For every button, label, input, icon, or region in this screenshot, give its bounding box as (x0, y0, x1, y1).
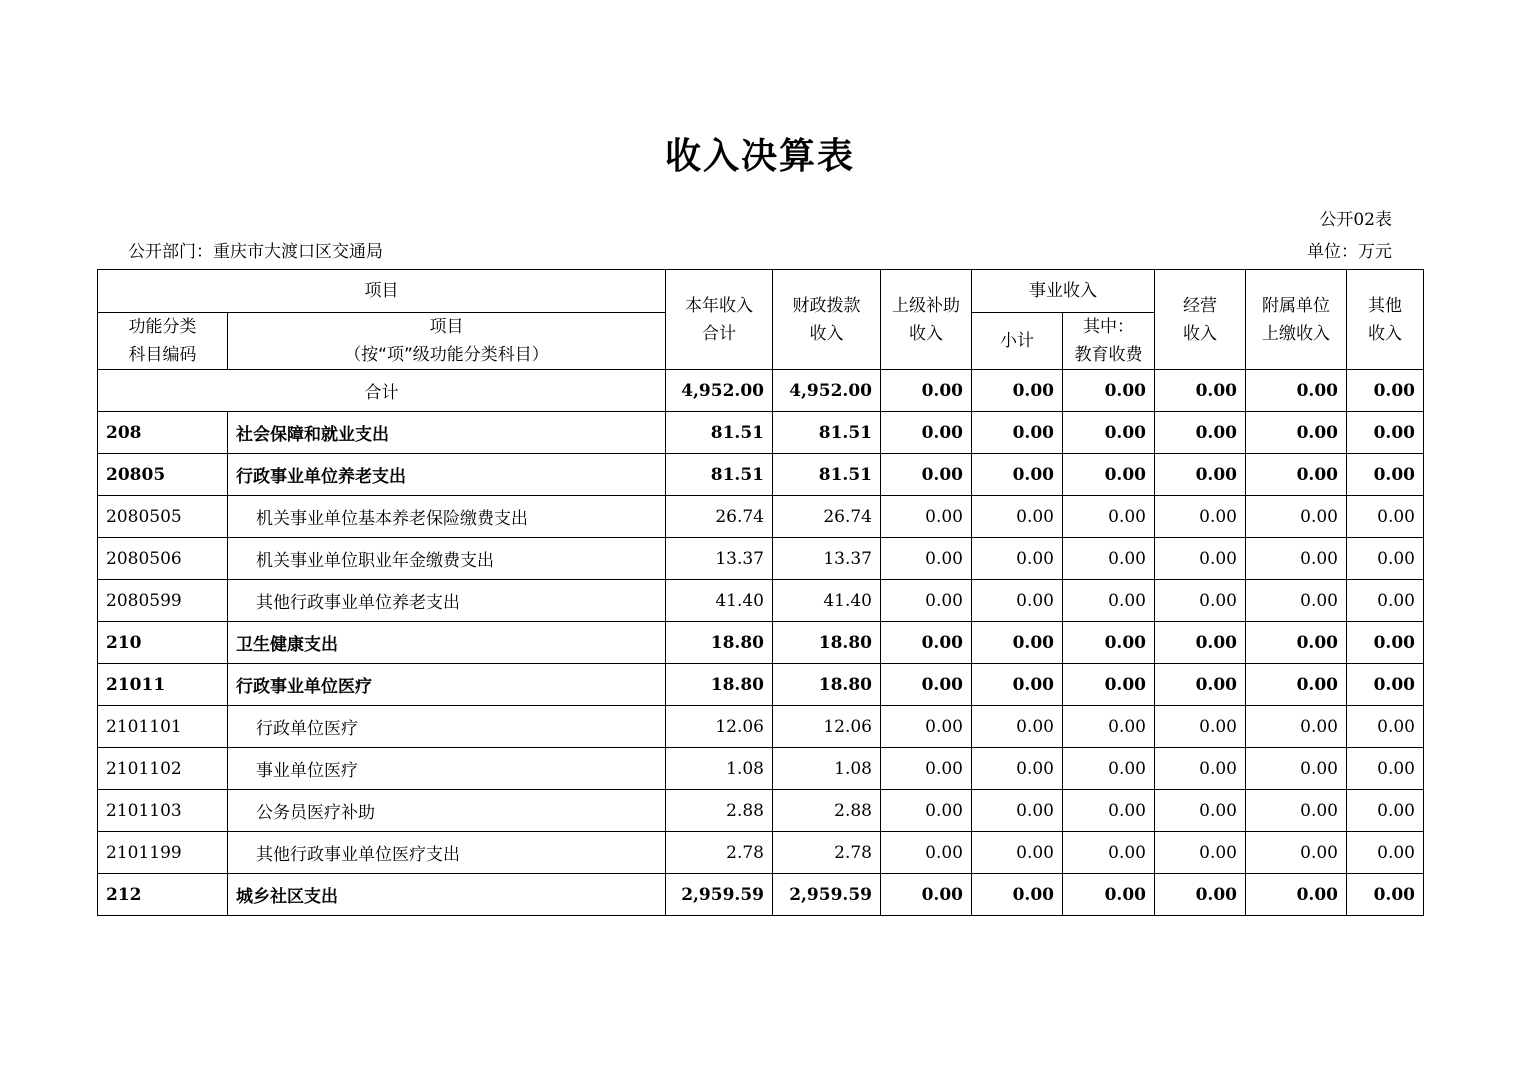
cell-value: 0.00 (972, 664, 1063, 706)
cell-name (228, 748, 666, 790)
cell-code: 2101101 (98, 706, 228, 748)
unit-label: 单位：万元 (1307, 242, 1392, 262)
cell-code: 21011 (98, 664, 228, 706)
table-number: 公开02表 (1319, 210, 1392, 230)
cell-value: 0.00 (1246, 706, 1347, 748)
cell-name-text: 城乡社区支出 (236, 887, 338, 907)
cell-value: 0.00 (1063, 622, 1155, 664)
cell-code: 210 (98, 622, 228, 664)
cell-value: 0.00 (972, 832, 1063, 874)
cell-value: 0.00 (881, 790, 972, 832)
cell-code: 2101102 (98, 748, 228, 790)
cell-name (228, 706, 666, 748)
cell-value: 2.88 (666, 790, 773, 832)
cell-value: 13.37 (666, 538, 773, 580)
cell-value: 0.00 (972, 454, 1063, 496)
header-edu: 其中： 教育收费 (1063, 313, 1155, 370)
cell-value: 0.00 (1063, 706, 1155, 748)
department-label: 公开部门：重庆市大渡口区交通局 (128, 242, 383, 262)
cell-value: 0.00 (1347, 748, 1424, 790)
header-project: 项目 (98, 270, 666, 313)
cell-value: 0.00 (1347, 580, 1424, 622)
cell-code: 212 (98, 874, 228, 916)
cell-value: 0.00 (972, 496, 1063, 538)
cell-value: 0.00 (1063, 790, 1155, 832)
cell-name (228, 496, 666, 538)
cell-value: 0.00 (1155, 580, 1246, 622)
cell-value: 0.00 (972, 622, 1063, 664)
cell-value: 0.00 (1347, 412, 1424, 454)
cell-value: 13.37 (773, 538, 881, 580)
cell-value: 0.00 (1155, 832, 1246, 874)
cell-value: 0.00 (1347, 706, 1424, 748)
cell-value: 0.00 (881, 832, 972, 874)
cell-value: 4,952.00 (666, 370, 773, 412)
cell-value: 0.00 (1063, 496, 1155, 538)
header-total: 本年收入 合计 (666, 270, 773, 370)
cell-name (228, 412, 666, 454)
table-row (98, 538, 1424, 580)
cell-value: 26.74 (666, 496, 773, 538)
cell-value: 0.00 (1155, 370, 1246, 412)
cell-code: 2080506 (98, 538, 228, 580)
cell-name-text: 机关事业单位职业年金缴费支出 (256, 551, 494, 571)
cell-value: 0.00 (1155, 790, 1246, 832)
cell-value: 0.00 (1155, 622, 1246, 664)
total-label: 合计 (98, 370, 666, 412)
cell-name-text: 行政事业单位医疗 (236, 677, 372, 697)
cell-value: 0.00 (881, 580, 972, 622)
cell-value: 1.08 (773, 748, 881, 790)
cell-value: 41.40 (773, 580, 881, 622)
cell-value: 0.00 (972, 370, 1063, 412)
cell-value: 0.00 (1246, 832, 1347, 874)
table-row (98, 790, 1424, 832)
cell-value: 0.00 (881, 664, 972, 706)
cell-value: 0.00 (881, 454, 972, 496)
cell-name-text: 事业单位医疗 (256, 761, 358, 781)
cell-name (228, 622, 666, 664)
cell-value: 0.00 (881, 706, 972, 748)
cell-value: 0.00 (972, 580, 1063, 622)
header-operating: 经营 收入 (1155, 270, 1246, 370)
income-table (97, 269, 1424, 916)
table-row (98, 622, 1424, 664)
cell-value: 0.00 (881, 622, 972, 664)
table-row (98, 832, 1424, 874)
cell-name-text: 卫生健康支出 (236, 635, 338, 655)
cell-value: 0.00 (1155, 706, 1246, 748)
cell-value: 4,952.00 (773, 370, 881, 412)
cell-value: 0.00 (881, 874, 972, 916)
cell-value: 41.40 (666, 580, 773, 622)
cell-value: 0.00 (1155, 538, 1246, 580)
cell-value: 0.00 (972, 790, 1063, 832)
cell-value: 18.80 (773, 664, 881, 706)
cell-value: 0.00 (1155, 748, 1246, 790)
cell-value: 0.00 (1347, 496, 1424, 538)
cell-value: 0.00 (1347, 370, 1424, 412)
cell-value: 0.00 (1063, 538, 1155, 580)
header-business: 事业收入 (972, 270, 1155, 313)
cell-value: 18.80 (773, 622, 881, 664)
table-row (98, 874, 1424, 916)
cell-value: 0.00 (1246, 370, 1347, 412)
cell-code: 2101199 (98, 832, 228, 874)
cell-value: 18.80 (666, 664, 773, 706)
cell-name (228, 664, 666, 706)
cell-value: 0.00 (881, 748, 972, 790)
cell-value: 0.00 (1347, 832, 1424, 874)
header-code: 功能分类 科目编码 (98, 313, 228, 370)
header-fiscal: 财政拨款 收入 (773, 270, 881, 370)
cell-name (228, 790, 666, 832)
cell-value: 0.00 (1246, 454, 1347, 496)
cell-value: 81.51 (773, 454, 881, 496)
cell-value: 0.00 (1155, 874, 1246, 916)
cell-value: 0.00 (972, 412, 1063, 454)
cell-value: 81.51 (666, 454, 773, 496)
cell-value: 0.00 (1063, 580, 1155, 622)
cell-value: 0.00 (881, 412, 972, 454)
cell-value: 0.00 (1155, 496, 1246, 538)
cell-value: 0.00 (972, 748, 1063, 790)
cell-value: 0.00 (1063, 454, 1155, 496)
cell-value: 0.00 (972, 706, 1063, 748)
cell-name-text: 其他行政事业单位养老支出 (256, 593, 460, 613)
cell-value: 0.00 (1155, 664, 1246, 706)
header-superior: 上级补助 收入 (881, 270, 972, 370)
header-other: 其他 收入 (1347, 270, 1424, 370)
cell-value: 0.00 (1347, 454, 1424, 496)
cell-code: 208 (98, 412, 228, 454)
cell-name-text: 机关事业单位基本养老保险缴费支出 (256, 509, 528, 529)
table-body (98, 370, 1424, 916)
cell-code: 2080599 (98, 580, 228, 622)
table-row (98, 454, 1424, 496)
cell-value: 81.51 (773, 412, 881, 454)
cell-value: 0.00 (1347, 790, 1424, 832)
cell-name (228, 580, 666, 622)
total-row (98, 370, 1424, 412)
cell-value: 12.06 (666, 706, 773, 748)
page-title: 收入决算表 (664, 136, 855, 177)
header-affiliated: 附属单位 上缴收入 (1246, 270, 1347, 370)
table-row (98, 496, 1424, 538)
cell-value: 0.00 (1246, 790, 1347, 832)
cell-value: 0.00 (1063, 748, 1155, 790)
cell-name-text: 行政单位医疗 (256, 719, 358, 739)
table-row (98, 748, 1424, 790)
cell-value: 0.00 (1063, 832, 1155, 874)
cell-value: 0.00 (1246, 622, 1347, 664)
cell-value: 2.78 (773, 832, 881, 874)
cell-value: 0.00 (972, 874, 1063, 916)
cell-code: 2080505 (98, 496, 228, 538)
cell-name-text: 其他行政事业单位医疗支出 (256, 845, 460, 865)
table-row (98, 664, 1424, 706)
cell-value: 0.00 (1347, 664, 1424, 706)
cell-name-text: 行政事业单位养老支出 (236, 467, 406, 487)
cell-value: 2.88 (773, 790, 881, 832)
cell-value: 81.51 (666, 412, 773, 454)
table-row (98, 412, 1424, 454)
cell-value: 18.80 (666, 622, 773, 664)
cell-value: 0.00 (1246, 580, 1347, 622)
cell-value: 0.00 (1155, 454, 1246, 496)
header-item: 项目 （按“项”级功能分类科目） (228, 313, 666, 370)
cell-name-text: 社会保障和就业支出 (236, 425, 389, 445)
cell-value: 2,959.59 (666, 874, 773, 916)
cell-value: 0.00 (1063, 370, 1155, 412)
cell-value: 0.00 (1246, 496, 1347, 538)
cell-value: 2.78 (666, 832, 773, 874)
cell-name (228, 832, 666, 874)
cell-value: 12.06 (773, 706, 881, 748)
cell-value: 0.00 (881, 496, 972, 538)
cell-value: 26.74 (773, 496, 881, 538)
table-row (98, 580, 1424, 622)
cell-value: 1.08 (666, 748, 773, 790)
cell-value: 0.00 (972, 538, 1063, 580)
cell-name (228, 454, 666, 496)
cell-name (228, 538, 666, 580)
cell-value: 0.00 (1347, 874, 1424, 916)
cell-code: 20805 (98, 454, 228, 496)
cell-value: 0.00 (1063, 874, 1155, 916)
cell-code: 2101103 (98, 790, 228, 832)
cell-name-text: 公务员医疗补助 (256, 803, 375, 823)
cell-value: 0.00 (881, 538, 972, 580)
cell-value: 0.00 (1246, 664, 1347, 706)
cell-value: 0.00 (1246, 538, 1347, 580)
cell-value: 0.00 (1246, 748, 1347, 790)
header-subtotal: 小计 (972, 313, 1063, 370)
cell-value: 0.00 (1246, 874, 1347, 916)
cell-value: 0.00 (1347, 622, 1424, 664)
cell-value: 0.00 (1063, 412, 1155, 454)
table-row (98, 706, 1424, 748)
cell-value: 0.00 (1347, 538, 1424, 580)
cell-value: 0.00 (1063, 664, 1155, 706)
cell-value: 0.00 (1246, 412, 1347, 454)
cell-name (228, 874, 666, 916)
cell-value: 0.00 (881, 370, 972, 412)
cell-value: 2,959.59 (773, 874, 881, 916)
cell-value: 0.00 (1155, 412, 1246, 454)
